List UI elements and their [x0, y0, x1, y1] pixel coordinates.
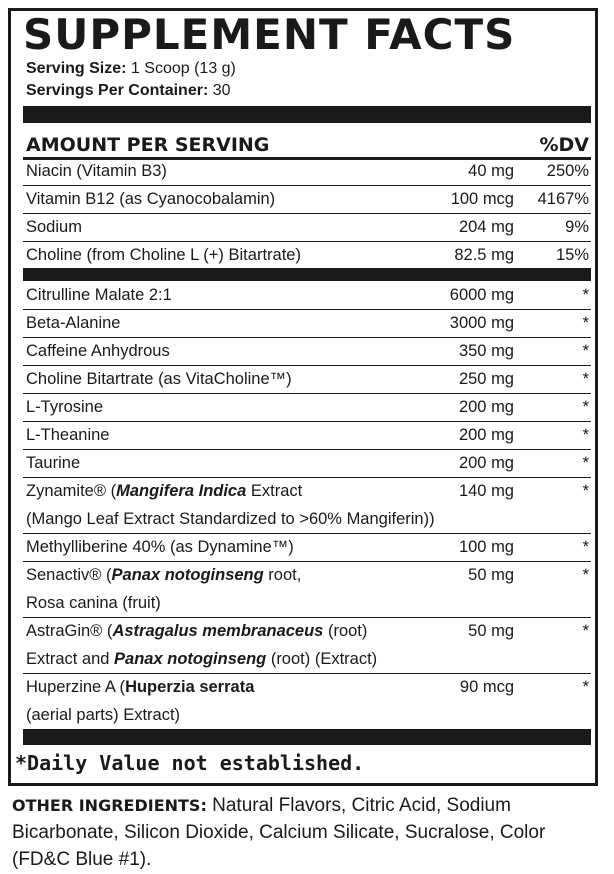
nutrient-amount: 204 mg	[458, 218, 514, 236]
ingredient-detail: (aerial parts) Extract)	[26, 706, 181, 724]
ingredient-amount: 3000 mg	[449, 314, 514, 332]
ingredient-name: L-Theanine	[26, 426, 110, 444]
other-ingredients-text: Natural Flavors, Citric Acid, Sodium Bicarbonate, Silicon Dioxide, Calcium Silicate, Sucralose, Color (FD&C Blue #1).	[12, 795, 546, 870]
daily-value-footnote: *Daily Value not established.	[15, 751, 365, 775]
supplement-facts-panel	[8, 8, 598, 786]
nutrient-name: Sodium	[26, 218, 82, 236]
column-header	[26, 131, 589, 159]
ingredient-name: Citrulline Malate 2:1	[26, 286, 172, 304]
ingredient-name: AstraGin® (Astragalus membranaceus (root)	[26, 622, 368, 640]
nutrient-amount: 82.5 mg	[454, 246, 514, 264]
nutrient-dv: 250%	[546, 162, 589, 180]
ingredient-name: Beta-Alanine	[26, 314, 121, 332]
ingredient-amount: 250 mg	[458, 370, 514, 388]
ingredient-amount: 100 mg	[458, 538, 514, 556]
ingredient-amount: 50 mg	[468, 566, 514, 584]
ingredient-dv: *	[582, 678, 589, 696]
ingredient-dv: *	[582, 482, 589, 500]
ingredient-name: Caffeine Anhydrous	[26, 342, 170, 360]
ingredient-name: L-Tyrosine	[26, 398, 104, 416]
ingredient-amount: 200 mg	[458, 398, 514, 416]
dv-header: %DV	[539, 134, 589, 156]
ingredient-name: Senactiv® (Panax notoginseng root,	[26, 566, 302, 584]
ingredient-dv: *	[582, 566, 589, 584]
ingredient-amount: 200 mg	[458, 454, 514, 472]
ingredient-amount: 6000 mg	[449, 286, 514, 304]
other-ingredients-label: OTHER INGREDIENTS:	[12, 796, 207, 815]
other-ingredients	[12, 792, 607, 873]
serving-size-label: Serving Size:	[26, 60, 127, 77]
ingredient-detail: Extract and Panax notoginseng (root) (Extract)	[26, 650, 378, 668]
amount-per-serving-header: AMOUNT PER SERVING	[26, 134, 270, 156]
serving-size	[26, 59, 236, 79]
ingredient-amount: 90 mcg	[459, 678, 514, 696]
ingredient-dv: *	[582, 342, 589, 360]
nutrient-dv: 15%	[555, 246, 589, 264]
senactiv-row	[26, 561, 589, 617]
ingredient-dv: *	[582, 286, 589, 304]
nutrient-dv: 9%	[565, 218, 589, 236]
ingredient-name: Methylliberine 40% (as Dynamine™)	[26, 538, 294, 556]
ingredient-name: Taurine	[26, 454, 81, 472]
ingredient-dv: *	[582, 538, 589, 556]
servings-per-container	[26, 81, 231, 101]
nutrient-dv: 4167%	[537, 190, 589, 208]
servings-per-container-label: Servings Per Container:	[26, 82, 209, 99]
ingredient-detail: (Mango Leaf Extract Standardized to >60% Mangiferin))	[26, 510, 435, 528]
nutrient-name: Vitamin B12 (as Cyanocobalamin)	[26, 190, 276, 208]
ingredient-dv: *	[582, 370, 589, 388]
thick-divider	[23, 106, 591, 123]
thick-divider	[23, 268, 591, 281]
panel-title: SUPPLEMENT FACTS	[23, 10, 516, 59]
ingredient-dv: *	[582, 314, 589, 332]
astragin-row	[26, 617, 589, 673]
ingredient-dv: *	[582, 454, 589, 472]
ingredient-name: Choline Bitartrate (as VitaCholine™)	[26, 370, 292, 388]
ingredient-amount: 350 mg	[458, 342, 514, 360]
thick-divider	[23, 729, 591, 745]
ingredient-amount: 140 mg	[458, 482, 514, 500]
nutrient-amount: 100 mcg	[450, 190, 514, 208]
ingredient-amount: 50 mg	[468, 622, 514, 640]
ingredient-dv: *	[582, 398, 589, 416]
ingredient-name: Huperzine A (Huperzia serrata	[26, 678, 255, 696]
serving-size-value: 1 Scoop (13 g)	[126, 60, 236, 77]
ingredient-amount: 200 mg	[458, 426, 514, 444]
zynamite-row	[26, 477, 589, 533]
nutrient-name: Niacin (Vitamin B3)	[26, 162, 167, 180]
ingredient-dv: *	[582, 622, 589, 640]
ingredient-detail: Rosa canina (fruit)	[26, 594, 161, 612]
nutrient-name: Choline (from Choline L (+) Bitartrate)	[26, 246, 301, 264]
nutrient-amount: 40 mg	[468, 162, 514, 180]
huperzine-row	[26, 673, 589, 729]
servings-per-container-value: 30	[208, 82, 231, 99]
ingredient-name: Zynamite® (Mangifera Indica Extract	[26, 482, 303, 500]
ingredient-dv: *	[582, 426, 589, 444]
